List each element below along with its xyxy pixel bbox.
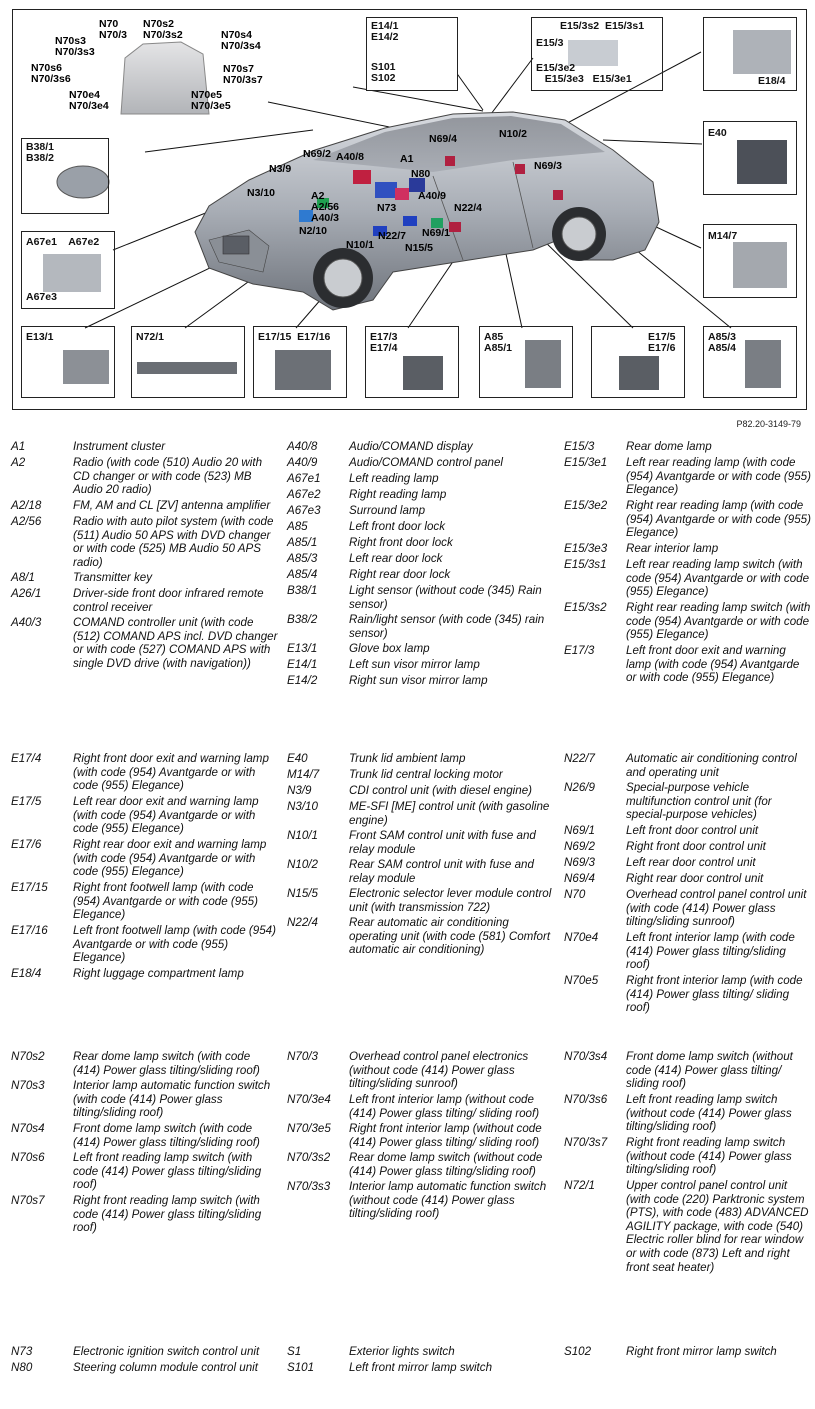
callout-n3-9: N3/9 (269, 163, 292, 175)
legend-entry (11, 1345, 278, 1359)
legend-code: A67e2 (287, 488, 321, 501)
legend-code: N70s7 (11, 1194, 45, 1207)
legend-description: Rain/light sensor (with code (345) rain sensor) (349, 613, 545, 640)
legend-code: E14/2 (287, 674, 318, 687)
legend-entry (287, 488, 554, 502)
callout-n10-1: N10/1 (346, 239, 375, 251)
legend-code: A1 (11, 440, 26, 453)
legend-code: M14/7 (287, 768, 320, 781)
legend-entry (287, 658, 554, 672)
legend-description: Front dome lamp switch (without code (414) Power glass tilting/ sliding roof) (626, 1050, 793, 1091)
legend-entry (287, 536, 554, 550)
legend-entry (287, 752, 554, 766)
legend-description: Rear dome lamp switch (without code (414) Power glass tilting/sliding roof) (349, 1151, 543, 1178)
legend-code: E17/3 (564, 644, 595, 657)
n70-3s3-label: N70/3s3 (55, 46, 95, 58)
legend-description: Left front interior lamp (without code (414) Power glass tilting/ sliding roof) (349, 1093, 540, 1120)
legend-entry (287, 784, 554, 798)
legend-description: Right rear door control unit (626, 872, 764, 885)
legend-code: N70/3s6 (564, 1093, 608, 1106)
legend-description: Instrument cluster (73, 440, 166, 453)
legend-description: Radio (with code (510) Audio 20 with CD changer or with code (523) MB Audio 20 radio) (73, 456, 263, 497)
legend-description: Radio with auto pilot system (with code (511) Audio 50 APS with DVD changer or with code (525) MB Audio 50 APS radio) (73, 515, 274, 569)
legend-entry (287, 1361, 554, 1375)
box-e17-5-label: E17/5 E17/6 (648, 331, 676, 354)
legend-entry (287, 1345, 554, 1359)
legend-description: Right luggage compartment lamp (73, 967, 244, 980)
legend-entry (11, 1050, 278, 1077)
legend-code: N3/9 (287, 784, 312, 797)
legend-description: Left rear reading lamp (with code (954) Avantgarde or with code (955) Elegance) (626, 456, 811, 497)
box-e15 (531, 17, 663, 91)
legend-code: N3/10 (287, 800, 318, 813)
legend-description: Glove box lamp (349, 642, 430, 655)
legend-description: Left front footwell lamp (with code (954) Avantgarde or with code (955) Elegance) (73, 924, 276, 965)
legend-description: Overhead control panel electronics (without code (414) Power glass tilting/sliding sunroof) (349, 1050, 529, 1091)
legend-code: N70/3s3 (287, 1180, 331, 1193)
legend-code: N70 (564, 888, 586, 901)
callout-a40-9: A40/9 (418, 190, 447, 202)
legend-code: N70/3e4 (287, 1093, 331, 1106)
legend-code: N70e4 (564, 931, 599, 944)
legend-description: Electronic ignition switch control unit (73, 1345, 260, 1358)
callout-a40-8: A40/8 (336, 151, 365, 163)
legend-code: N80 (11, 1361, 33, 1374)
legend-description: Trunk lid central locking motor (349, 768, 503, 781)
n70-3e4-label: N70/3e4 (69, 100, 109, 112)
legend-entry (287, 674, 554, 688)
box-e40-label: E40 (708, 127, 727, 139)
legend-code: N70/3s7 (564, 1136, 608, 1149)
legend-entry (11, 752, 278, 793)
legend-entry (287, 1093, 554, 1120)
box-a85-label: A85 A85/1 (484, 331, 513, 354)
legend-code: E17/6 (11, 838, 42, 851)
legend-description: Rear dome lamp (626, 440, 712, 453)
legend-description: ME-SFI [ME] control unit (with gasoline engine) (349, 800, 550, 827)
legend-description: Overhead control panel control unit (with code (414) Power glass tilting/sliding sunroof) (626, 888, 807, 929)
legend-code: N73 (11, 1345, 33, 1358)
legend-code: B38/2 (287, 613, 318, 626)
box-m14-label: M14/7 (708, 230, 738, 242)
legend-entry (287, 642, 554, 656)
legend-description: Right front interior lamp (with code (414) Power glass tilting/ sliding roof) (626, 974, 803, 1015)
legend-entry (287, 1122, 554, 1149)
legend-entry (287, 1180, 554, 1221)
legend-code: E17/16 (11, 924, 48, 937)
legend-description: Rear automatic air conditioning operating unit (with code (581) Comfort automatic air conditioning) (349, 916, 551, 957)
legend-description: CDI control unit (with diesel engine) (349, 784, 533, 797)
legend-code: N69/1 (564, 824, 595, 837)
legend-code: E15/3e3 (564, 542, 608, 555)
legend-code: N69/3 (564, 856, 595, 869)
box-b38-label: B38/1 B38/2 (26, 141, 55, 164)
n70-3s7-label: N70/3s7 (223, 74, 263, 86)
legend-code: S101 (287, 1361, 315, 1374)
legend-code: N70s2 (11, 1050, 45, 1063)
legend-entry (11, 587, 278, 614)
legend-code: B38/1 (287, 584, 318, 597)
callout-n69-4: N69/4 (429, 133, 458, 145)
box-a67-label: A67e1 A67e2 (26, 236, 100, 248)
callout-n22-4: N22/4 (454, 202, 483, 214)
legend-description: Rear SAM control unit with fuse and relay module (349, 858, 534, 885)
legend-code: S1 (287, 1345, 302, 1358)
legend-entry (287, 440, 554, 454)
box-e17-3-label: E17/3 E17/4 (370, 331, 398, 354)
legend-entry (564, 440, 811, 454)
legend-description: Right front door control unit (626, 840, 766, 853)
callout-n69-3: N69/3 (534, 160, 563, 172)
n70e5-label: N70e5 (191, 89, 222, 101)
legend-entry (287, 504, 554, 518)
legend-entry (11, 440, 278, 454)
legend-code: N70/3e5 (287, 1122, 331, 1135)
legend-entry (11, 838, 278, 879)
box-b38 (21, 138, 109, 214)
box-e18 (703, 17, 797, 91)
legend-entry (564, 974, 811, 1015)
box-e17-15 (253, 326, 347, 398)
legend-description: Trunk lid ambient lamp (349, 752, 466, 765)
legend-entry (287, 584, 554, 611)
legend-description: Right front footwell lamp (with code (954) Avantgarde or with code (955) Elegance) (73, 881, 258, 922)
legend-entry (564, 872, 811, 886)
legend-code: A85 (287, 520, 308, 533)
legend-description: Light sensor (without code (345) Rain sensor) (349, 584, 542, 611)
callout-n10-2: N10/2 (499, 128, 528, 140)
legend-code: A85/4 (287, 568, 318, 581)
legend-entry (11, 499, 278, 513)
legend-entry (287, 768, 554, 782)
legend-code: N70/3s4 (564, 1050, 608, 1063)
legend-code: A26/1 (11, 587, 42, 600)
box-e40 (703, 121, 797, 195)
legend-description: Front SAM control unit with fuse and relay module (349, 829, 536, 856)
legend-code: N72/1 (564, 1179, 595, 1192)
legend-description: Front dome lamp switch (with code (414) Power glass tilting/sliding roof) (73, 1122, 260, 1149)
n70-3e5-label: N70/3e5 (191, 100, 231, 112)
legend-description: Right front reading lamp switch (with code (414) Power glass tilting/sliding roof) (73, 1194, 262, 1235)
legend-entry (564, 542, 811, 556)
legend-description: Left rear door lock (349, 552, 443, 565)
figure-number: P82.20-3149-79 (736, 419, 801, 429)
legend-code: E17/5 (11, 795, 42, 808)
legend-code: E17/4 (11, 752, 42, 765)
legend-entry (564, 840, 811, 854)
legend-description: Left front door control unit (626, 824, 759, 837)
box-e17-15-label: E17/15 E17/16 (258, 331, 331, 343)
legend-code: N70s4 (11, 1122, 45, 1135)
legend-description: Steering column module control unit (73, 1361, 258, 1374)
legend-description: Left front reading lamp switch (with code (414) Power glass tilting/sliding roof) (73, 1151, 262, 1192)
legend-code: A40/8 (287, 440, 318, 453)
box-e14-label: E14/1 E14/2 (371, 20, 399, 43)
legend-entry (11, 924, 278, 965)
legend-code: N69/4 (564, 872, 595, 885)
legend-entry (11, 795, 278, 836)
n70s3-label: N70s3 (55, 35, 86, 47)
legend-description: Exterior lights switch (349, 1345, 455, 1358)
legend-entry (564, 1050, 811, 1091)
box-a85 (479, 326, 573, 398)
legend-description: Right reading lamp (349, 488, 447, 501)
n70-3s2-label: N70/3s2 (143, 29, 183, 41)
legend-description: Right front reading lamp switch (without code (414) Power glass tilting/sliding roof) (626, 1136, 792, 1177)
box-e15-label: E15/3 (536, 37, 564, 49)
legend-entry (564, 752, 811, 779)
legend-description: Audio/COMAND display (349, 440, 473, 453)
legend-entry (564, 856, 811, 870)
legend-code: A2/56 (11, 515, 42, 528)
component-location-diagram (12, 9, 807, 410)
n70-label: N70 (99, 18, 119, 30)
legend-code: A2 (11, 456, 26, 469)
legend-description: Surround lamp (349, 504, 426, 517)
legend-code: E40 (287, 752, 308, 765)
legend-description: Right rear door exit and warning lamp (with code (954) Avantgarde or with code (955) Elegance) (73, 838, 267, 879)
legend-description: Upper control panel control unit (with code (220) Parktronic system (PTS), with code (483) ADVANCED AGILITY package, with code (540) Electric roller blind for rear window or with code (873) Left and right front seat heater) (626, 1179, 809, 1274)
legend-code: A67e3 (287, 504, 321, 517)
legend-description: Right front door exit and warning lamp (with code (954) Avantgarde or with code (955) Elegance) (73, 752, 269, 793)
box-e15-bottom-label: E15/3e2 E15/3e3 E15/3e1 (536, 62, 632, 85)
legend-entry (564, 558, 811, 599)
legend-code: E18/4 (11, 967, 42, 980)
legend-description: Electronic selector lever module control unit (with transmission 722) (349, 887, 552, 914)
legend-entry (11, 1361, 278, 1375)
box-e14 (366, 17, 458, 91)
legend-description: Left sun visor mirror lamp (349, 658, 480, 671)
box-s101-label: S101 S102 (371, 61, 396, 84)
legend-entry (11, 881, 278, 922)
legend-description: Right front mirror lamp switch (626, 1345, 777, 1358)
n70-3s6-label: N70/3s6 (31, 73, 71, 85)
legend-entry (564, 824, 811, 838)
legend-description: Automatic air conditioning control and operating unit (626, 752, 797, 779)
legend-description: Special-purpose vehicle multifunction control unit (for special-purpose vehicles) (626, 781, 772, 822)
legend-entry (11, 515, 278, 569)
legend-description: Right rear door lock (349, 568, 451, 581)
legend-code: A40/3 (11, 616, 42, 629)
legend-code: N70e5 (564, 974, 599, 987)
legend-code: N22/7 (564, 752, 595, 765)
box-a85-3-label: A85/3 A85/4 (708, 331, 737, 354)
legend-entry (11, 1194, 278, 1235)
legend-code: E15/3 (564, 440, 595, 453)
box-m14 (703, 224, 797, 298)
legend-description: COMAND controller unit (with code (512) COMAND APS incl. DVD changer or with code (527) COMAND APS with single DVD drive (with navigation)) (73, 616, 278, 670)
box-a85-3 (703, 326, 797, 398)
legend-code: E15/3s1 (564, 558, 607, 571)
legend-entry (564, 456, 811, 497)
legend-code: A85/1 (287, 536, 318, 549)
callout-n80: N80 (411, 168, 431, 180)
n70s4-label: N70s4 (221, 29, 252, 41)
legend-code: N26/9 (564, 781, 595, 794)
n70s6-label: N70s6 (31, 62, 62, 74)
legend-code: E15/3e1 (564, 456, 608, 469)
legend-description: FM, AM and CL [ZV] antenna amplifier (73, 499, 271, 512)
legend-code: S102 (564, 1345, 592, 1358)
callout-a2-group: A2 A2/56 A40/3 (311, 190, 340, 224)
legend-entry (564, 931, 811, 972)
legend-entry (287, 858, 554, 885)
callout-n69-2: N69/2 (303, 148, 332, 160)
legend-description: Right rear reading lamp (with code (954) Avantgarde or with code (955) Elegance) (626, 499, 811, 540)
legend-code: A8/1 (11, 571, 35, 584)
legend-description: Interior lamp automatic function switch (without code (414) Power glass tilting/sliding roof) (349, 1180, 547, 1221)
legend-entry (287, 613, 554, 640)
callout-n22-7: N22/7 (378, 230, 407, 242)
box-e18-label: E18/4 (758, 75, 786, 87)
n70e4-label: N70e4 (69, 89, 100, 101)
legend-description: Left front door lock (349, 520, 446, 533)
legend-code: E15/3s2 (564, 601, 607, 614)
legend-code: N70s3 (11, 1079, 45, 1092)
legend-description: Transmitter key (73, 571, 153, 584)
legend-code: N70/3s2 (287, 1151, 331, 1164)
callout-n3-10: N3/10 (247, 187, 276, 199)
legend-entry (11, 1079, 278, 1120)
legend-entry (11, 616, 278, 670)
legend-entry (564, 499, 811, 540)
n70-3-label: N70/3 (99, 29, 128, 41)
legend-entry (287, 1050, 554, 1091)
legend-description: Rear dome lamp switch (with code (414) Power glass tilting/sliding roof) (73, 1050, 260, 1077)
legend-code: A67e1 (287, 472, 321, 485)
legend-entry (11, 967, 278, 981)
legend-code: N70s6 (11, 1151, 45, 1164)
box-a67 (21, 231, 115, 309)
box-e13-label: E13/1 (26, 331, 54, 343)
legend-description: Interior lamp automatic function switch (with code (414) Power glass tilting/sliding roof) (73, 1079, 271, 1120)
legend-code: N15/5 (287, 887, 318, 900)
legend-code: A2/18 (11, 499, 42, 512)
legend-code: E17/15 (11, 881, 48, 894)
callout-n15-5: N15/5 (405, 242, 434, 254)
legend-entry (287, 552, 554, 566)
legend-description: Driver-side front door infrared remote control receiver (73, 587, 264, 614)
legend-code: A85/3 (287, 552, 318, 565)
legend-entry (564, 644, 811, 685)
box-e17-5 (591, 326, 685, 398)
callout-n69-1: N69/1 (422, 227, 451, 239)
legend-entry (287, 887, 554, 914)
legend-entry (11, 1122, 278, 1149)
box-n72 (131, 326, 245, 398)
legend-entry (287, 456, 554, 470)
legend-code: N10/1 (287, 829, 318, 842)
legend-entry (287, 472, 554, 486)
legend-entry (287, 520, 554, 534)
legend-description: Audio/COMAND control panel (349, 456, 504, 469)
n70s2-label: N70s2 (143, 18, 174, 30)
legend-entry (287, 916, 554, 957)
legend-description: Right front door lock (349, 536, 453, 549)
box-e17-3 (365, 326, 459, 398)
legend-code: E15/3e2 (564, 499, 608, 512)
legend-entry (287, 568, 554, 582)
legend-code: N10/2 (287, 858, 318, 871)
legend-entry (287, 829, 554, 856)
legend-description: Right front interior lamp (without code (414) Power glass tilting/ sliding roof) (349, 1122, 542, 1149)
legend-code: E14/1 (287, 658, 318, 671)
box-e13 (21, 326, 115, 398)
legend-entry (11, 571, 278, 585)
n70-3s4-label: N70/3s4 (221, 40, 261, 52)
legend-code: N70/3 (287, 1050, 318, 1063)
legend-entry (564, 1136, 811, 1177)
legend-code: A40/9 (287, 456, 318, 469)
legend-entry (11, 1151, 278, 1192)
callout-n2-10: N2/10 (299, 225, 328, 237)
legend-code: N69/2 (564, 840, 595, 853)
n70s7-label: N70s7 (223, 63, 254, 75)
legend-description: Left rear door control unit (626, 856, 756, 869)
box-e15-top-label: E15/3s2 E15/3s1 (560, 20, 645, 32)
legend-entry (11, 456, 278, 497)
legend-code: E13/1 (287, 642, 318, 655)
legend-description: Left rear reading lamp switch (with code (954) Avantgarde or with code (955) Elegance) (626, 558, 810, 599)
box-n72-label: N72/1 (136, 331, 165, 343)
legend-description: Left front mirror lamp switch (349, 1361, 493, 1374)
callout-n73: N73 (377, 202, 397, 214)
legend-description: Right rear reading lamp switch (with code (954) Avantgarde or with code (955) Elegance) (626, 601, 811, 642)
legend-description: Right sun visor mirror lamp (349, 674, 488, 687)
legend-description: Left reading lamp (349, 472, 439, 485)
callout-a1: A1 (400, 153, 414, 165)
legend-entry (564, 1179, 811, 1274)
box-a67e3-label: A67e3 (26, 291, 57, 303)
car-body (195, 112, 659, 310)
legend-entry (287, 800, 554, 827)
legend-description: Left front door exit and warning lamp (with code (954) Avantgarde or with code (955) Elegance) (626, 644, 800, 685)
legend-description: Left front reading lamp switch (without code (414) Power glass tilting/sliding roof) (626, 1093, 792, 1134)
legend-entry (287, 1151, 554, 1178)
legend-description: Rear interior lamp (626, 542, 719, 555)
legend-entry (564, 1093, 811, 1134)
legend-entry (564, 1345, 811, 1359)
legend-description: Left front interior lamp (with code (414) Power glass tilting/sliding roof) (626, 931, 795, 972)
legend-entry (564, 888, 811, 929)
legend-code: N22/4 (287, 916, 318, 929)
legend-description: Left rear door exit and warning lamp (with code (954) Avantgarde or with code (955) Elegance) (73, 795, 259, 836)
legend-entry (564, 781, 811, 822)
legend-entry (564, 601, 811, 642)
